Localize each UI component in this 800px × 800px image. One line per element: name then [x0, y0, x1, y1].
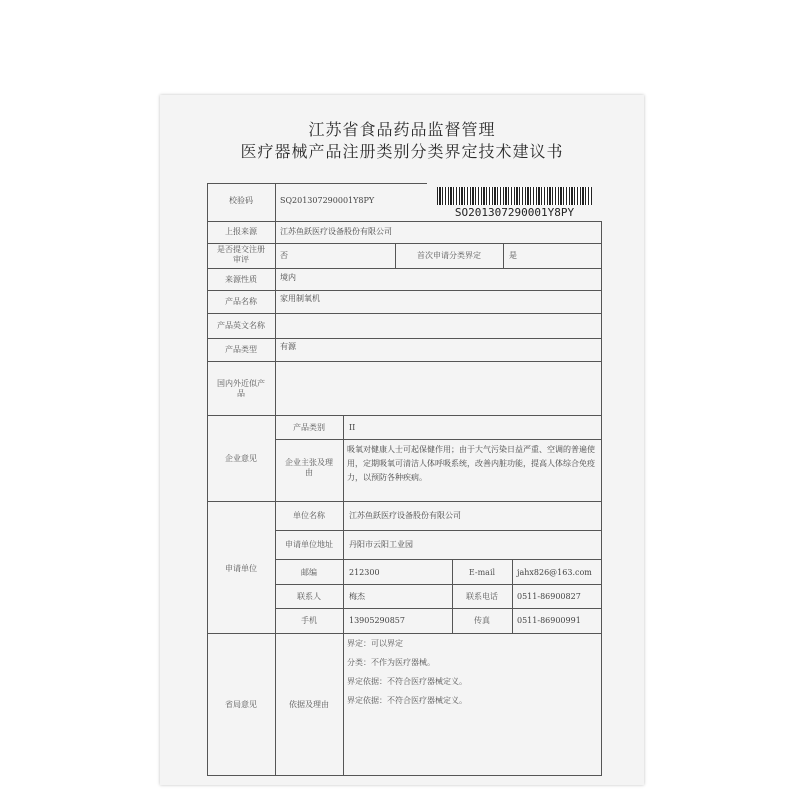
address-label: 申请单位地址 — [285, 540, 333, 549]
enterprise-claim-label: 企业主张及理由 — [285, 458, 333, 477]
product-name-label: 产品名称 — [225, 297, 257, 306]
contact-label: 联系人 — [297, 592, 321, 601]
bureau-opinion-line3: 界定依据：不符合医疗器械定义。 — [347, 677, 467, 686]
product-category-value: II — [349, 423, 356, 432]
fax-value: 0511-86900991 — [517, 616, 581, 625]
submitted-value: 否 — [280, 251, 288, 260]
contact-value: 梅杰 — [349, 592, 365, 601]
bureau-opinion-line4: 界定依据：不符合医疗器械定义。 — [347, 696, 467, 705]
first-apply-label: 首次申请分类界定 — [417, 251, 481, 260]
product-category-label: 产品类别 — [293, 423, 325, 432]
unit-name-label: 单位名称 — [293, 511, 325, 520]
first-apply-value: 是 — [509, 251, 517, 260]
document-page — [160, 95, 644, 785]
source-label: 上报来源 — [225, 227, 257, 236]
enterprise-opinion-label: 企业意见 — [225, 454, 257, 463]
postcode-value: 212300 — [349, 568, 380, 577]
origin-label: 来源性质 — [225, 275, 257, 284]
bureau-opinion-label: 省局意见 — [225, 700, 257, 709]
basis-label: 依据及理由 — [289, 700, 329, 709]
english-name-label: 产品英文名称 — [217, 321, 265, 330]
barcode-bars — [437, 187, 592, 205]
product-type-value: 有源 — [280, 342, 296, 351]
email-label: E-mail — [468, 568, 496, 577]
submitted-label: 是否提交注册审评 — [217, 245, 265, 264]
phone-value: 0511-86900827 — [517, 592, 581, 601]
mobile-label: 手机 — [301, 616, 317, 625]
address-value: 丹阳市云阳工业园 — [349, 540, 413, 549]
source-value: 江苏鱼跃医疗设备股份有限公司 — [280, 227, 392, 236]
similar-products-label: 国内外近似产品 — [217, 379, 265, 398]
origin-value: 境内 — [280, 273, 296, 282]
email-value: jahx826@163.com — [517, 568, 592, 577]
document-title-line2: 医疗器械产品注册类别分类界定技术建议书 — [240, 142, 564, 161]
bureau-opinion-line2: 分类：不作为医疗器械。 — [347, 658, 435, 667]
fax-label: 传真 — [474, 616, 490, 625]
enterprise-claim-value: 吸氧对健康人士可起保健作用；由于大气污染日益严重、空调的普遍使用，定期吸氧可清洁人体呼吸系统，改善内脏功能，提高人体综合免疫力，以预防各种疾病。 — [347, 445, 595, 482]
barcode-text: SO201307290001Y8PY — [454, 206, 575, 219]
barcode — [427, 183, 602, 221]
check-code-value: SQ201307290001Y8PY — [280, 196, 375, 205]
phone-label: 联系电话 — [466, 592, 498, 601]
postcode-label: 邮编 — [301, 568, 317, 577]
product-type-label: 产品类型 — [225, 345, 257, 354]
unit-name-value: 江苏鱼跃医疗设备股份有限公司 — [349, 511, 461, 520]
applicant-section-label: 申请单位 — [225, 564, 257, 573]
document-title-line1: 江苏省食品药品监督管理 — [308, 120, 496, 139]
bureau-opinion-line1: 界定：可以界定 — [347, 639, 403, 648]
mobile-value: 13905290857 — [349, 616, 405, 625]
product-name-value: 家用制氧机 — [280, 294, 320, 303]
check-code-label: 校验码 — [229, 196, 253, 205]
classification-form — [207, 183, 602, 775]
